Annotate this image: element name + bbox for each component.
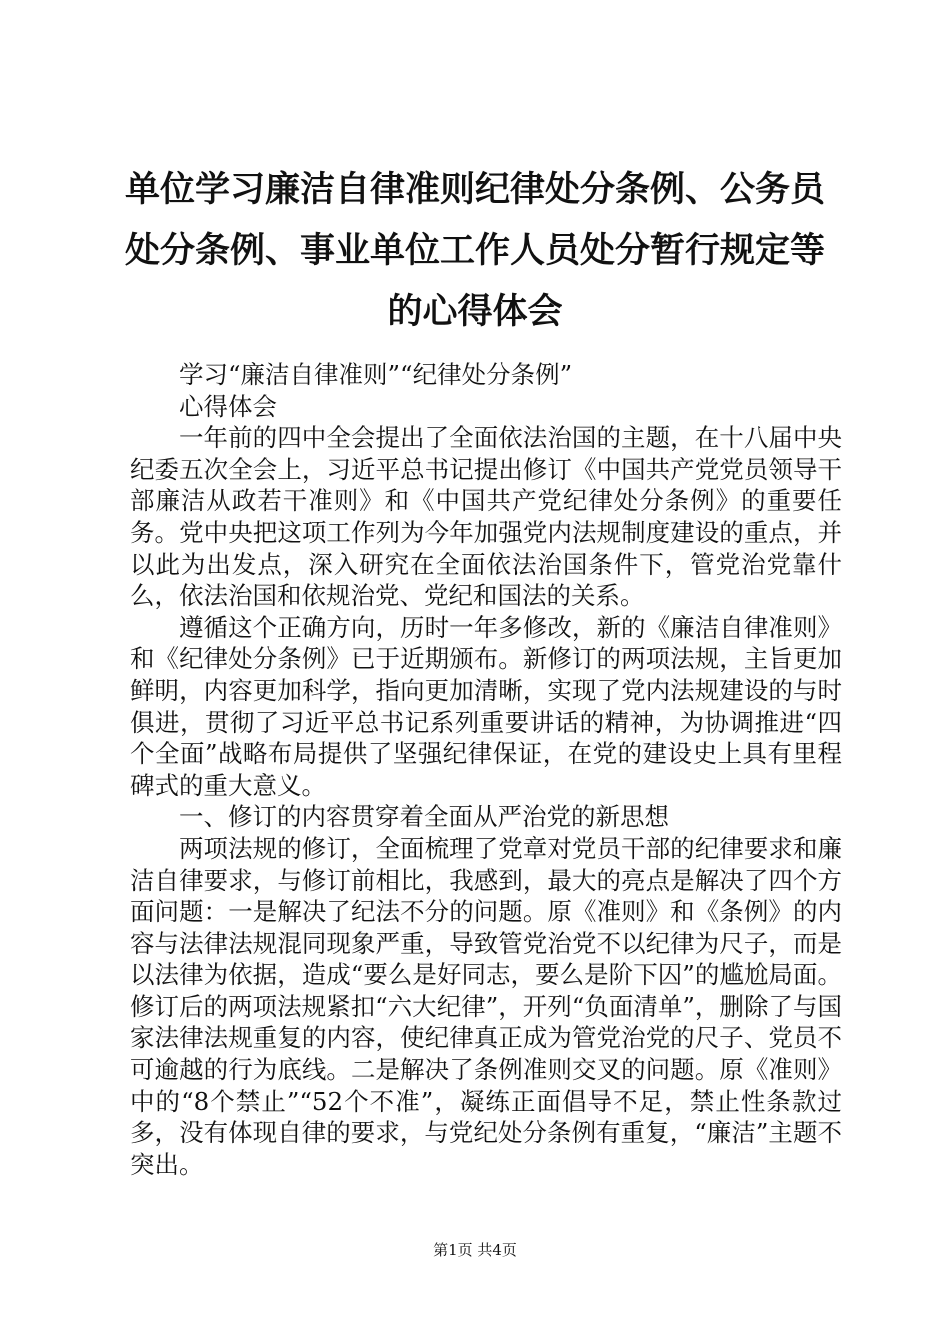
paragraph-3: 两项法规的修订，全面梳理了党章对党员干部的纪律要求和廉洁自律要求，与修订前相比，我感到，最大的亮点是解决了四个方面问题：一是解决了纪法不分的问题。原《准则》和《条例》的内容与法律法规混同现象严重，导致管党治党不以纪律为尺子，而是以法律为依据，造成“要么是好同志，要么是阶下囚”的尴尬局面。修订后的两项法规紧扣“六大纪律”，开列“负面清单”，删除了与国家法律法规重复的内容，使纪律真正成为管党治党的尺子、党员不可逾越的行为底线。二是解决了条例准则交叉的问题。原《准则》中的“8个禁止”“52个不准”，凝练正面倡导不足，禁止性条款过多，没有体现自律的要求，与党纪处分条例有重复，“廉洁”主题不突出。	[130, 833, 842, 1179]
paragraph-2: 遵循这个正确方向，历时一年多修改，新的《廉洁自律准则》和《纪律处分条例》已于近期颁布。新修订的两项法规，主旨更加鲜明，内容更加科学，指向更加清晰，实现了党内法规建设的与时俱进，贯彻了习近平总书记系列重要讲话的精神，为协调推进“四个全面”战略布局提供了坚强纪律保证，在党的建设史上具有里程碑式的重大意义。	[130, 612, 842, 800]
title-line-3: 的心得体会	[387, 292, 563, 332]
section-heading-1: 一、修订的内容贯穿着全面从严治党的新思想	[179, 802, 669, 832]
document-body	[130, 359, 842, 1180]
page-footer: 第1页 共4页	[433, 1241, 517, 1259]
title-line-1: 单位学习廉洁自律准则纪律处分条例、公务员	[124, 170, 825, 210]
document-title	[100, 160, 850, 343]
paragraph-1: 一年前的四中全会提出了全面依法治国的主题，在十八届中央纪委五次全会上，习近平总书记提出修订《中国共产党党员领导干部廉洁从政若干准则》和《中国共产党纪律处分条例》的重要任务。党中央把这项工作列为今年加强党内法规制度建设的重点，并以此为出发点，深入研究在全面依法治国条件下，管党治党靠什么，依法治国和依规治党、党纪和国法的关系。	[130, 423, 842, 611]
subtitle-line-2: 心得体会	[179, 391, 277, 421]
title-line-2: 处分条例、事业单位工作人员处分暂行规定等	[124, 231, 825, 271]
subtitle-line-1: 学习“廉洁自律准则”“纪律处分条例”	[179, 360, 573, 389]
